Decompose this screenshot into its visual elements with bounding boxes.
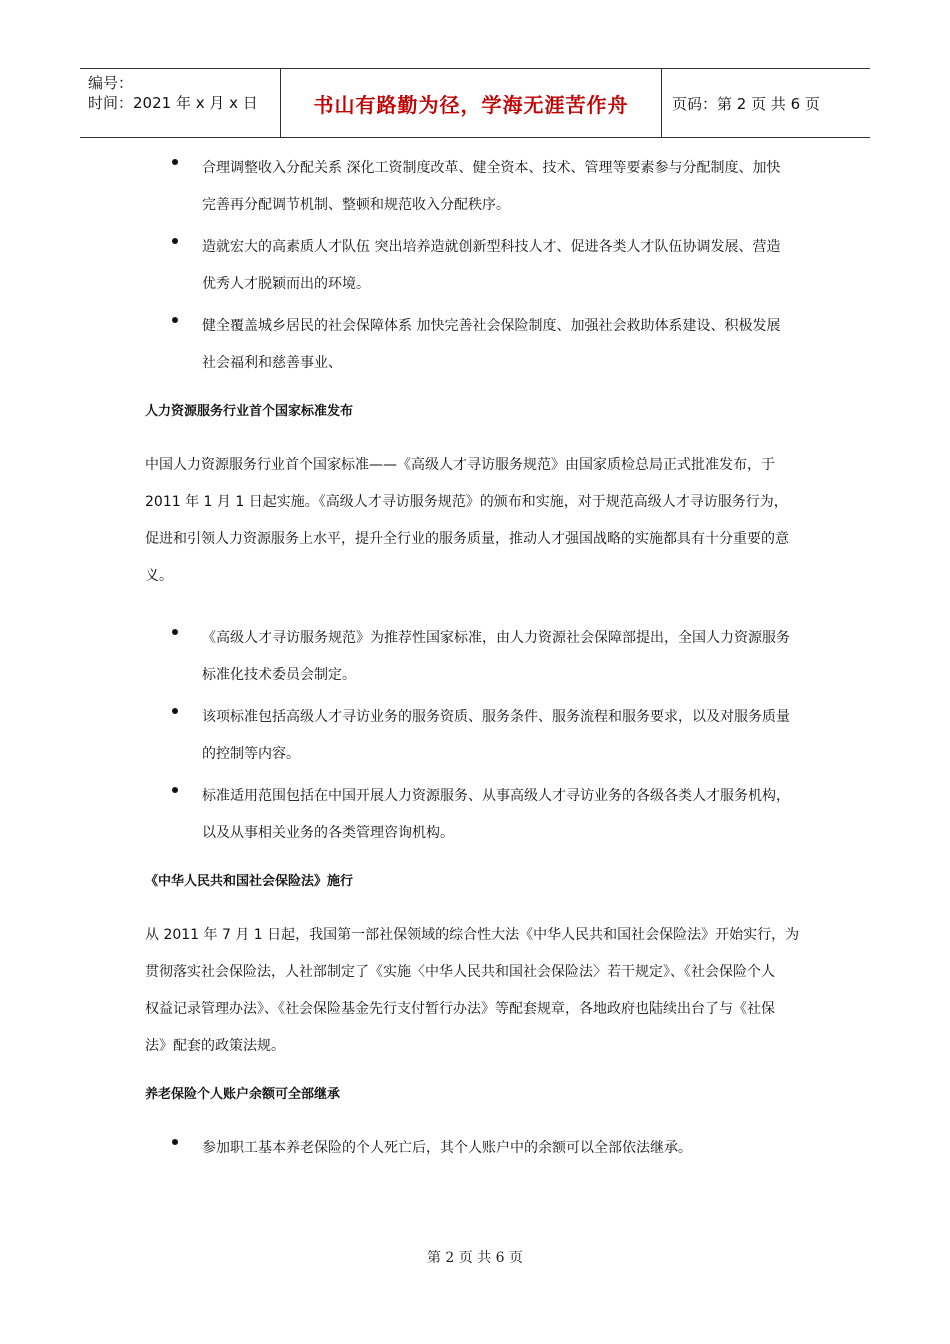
section-heading: 养老保险个人账户余额可全部继承 <box>145 1087 341 1102</box>
list-item <box>145 150 815 224</box>
list-item <box>145 699 815 773</box>
list-item <box>145 620 815 694</box>
list-item-line: 社会福利和慈善事业、 <box>202 355 342 371</box>
list-item-line: 标准适用范围包括在中国开展人力资源服务、从事高级人才寻访业务的各级各类人才服务机构， <box>202 788 790 804</box>
bullet-icon <box>172 159 178 165</box>
section-paragraph <box>145 447 815 595</box>
list-item-line: 该项标准包括高级人才寻访业务的服务资质、服务条件、服务流程和服务要求，以及对服务质量 <box>202 709 790 725</box>
paragraph-line: 2011 年 1 月 1 日起实施。《高级人才寻访服务规范》的颁布和实施，对于规范高级人才寻访服务行为， <box>145 494 788 510</box>
list-item <box>145 308 815 382</box>
list-item-line: 合理调整收入分配关系 深化工资制度改革、健全资本、技术、管理等要素参与分配制度、加快 <box>202 160 781 176</box>
paragraph-line: 贯彻落实社会保险法，人社部制定了《实施〈中华人民共和国社会保险法〉若干规定》、《社会保险个人 <box>145 964 775 980</box>
bullet-icon <box>172 1139 178 1145</box>
list-item-line: 优秀人才脱颖而出的环境。 <box>202 276 370 292</box>
number-label: 编号： <box>88 74 134 92</box>
paragraph-line: 权益记录管理办法》、《社会保险基金先行支付暂行办法》等配套规章，各地政府也陆续出台了与《社保 <box>145 1001 775 1017</box>
bullet-icon <box>172 787 178 793</box>
bullet-list-3 <box>145 1130 815 1167</box>
list-item-line: 参加职工基本养老保险的个人死亡后，其个人账户中的余额可以全部依法继承。 <box>202 1140 692 1156</box>
list-item-line: 以及从事相关业务的各类管理咨询机构。 <box>202 825 454 841</box>
time-label: 时间：2021 年 x 月 x 日 <box>88 94 258 112</box>
paragraph-line: 中国人力资源服务行业首个国家标准——《高级人才寻访服务规范》由国家质检总局正式批准发布，于 <box>145 457 775 473</box>
list-item-line: 《高级人才寻访服务规范》为推荐性国家标准，由人力资源社会保障部提出，全国人力资源服务 <box>202 630 790 646</box>
header-page-code: 页码：第 2 页 共 6 页 <box>672 94 820 113</box>
section-paragraph <box>145 917 815 1065</box>
bullet-icon <box>172 629 178 635</box>
list-item-line: 标准化技术委员会制定。 <box>202 667 356 683</box>
paragraph-line: 法》配套的政策法规。 <box>145 1038 285 1054</box>
bullet-icon <box>172 238 178 244</box>
header-left-cell <box>80 69 280 137</box>
bullet-icon <box>172 317 178 323</box>
document-body <box>145 150 815 1172</box>
list-item-line: 健全覆盖城乡居民的社会保障体系 加快完善社会保险制度、加强社会救助体系建设、积极发展 <box>202 318 781 334</box>
section-heading: 《中华人民共和国社会保险法》施行 <box>145 874 354 889</box>
page-footer: 第 2 页 共 6 页 <box>426 1250 524 1266</box>
bullet-icon <box>172 708 178 714</box>
bullet-list-2 <box>145 620 815 852</box>
list-item <box>145 229 815 303</box>
paragraph-line: 义。 <box>145 568 173 584</box>
paragraph-line: 促进和引领人力资源服务上水平，提升全行业的服务质量，推动人才强国战略的实施都具有十分重要的意 <box>145 531 789 547</box>
list-item <box>145 778 815 852</box>
list-item-line: 造就宏大的高素质人才队伍 突出培养造就创新型科技人才、促进各类人才队伍协调发展、营造 <box>202 239 781 255</box>
section-heading: 人力资源服务行业首个国家标准发布 <box>145 404 354 419</box>
list-item-line: 完善再分配调节机制、整顿和规范收入分配秩序。 <box>202 197 510 213</box>
page-header <box>80 68 870 138</box>
paragraph-line: 从 2011 年 7 月 1 日起，我国第一部社保领域的综合性大法《中华人民共和国社会保险法》开始实行，为 <box>145 927 800 943</box>
bullet-list-1 <box>145 150 815 382</box>
list-item <box>145 1130 815 1167</box>
list-item-line: 的控制等内容。 <box>202 746 300 762</box>
header-motto: 书山有路勤为径，学海无涯苦作舟 <box>280 69 662 137</box>
